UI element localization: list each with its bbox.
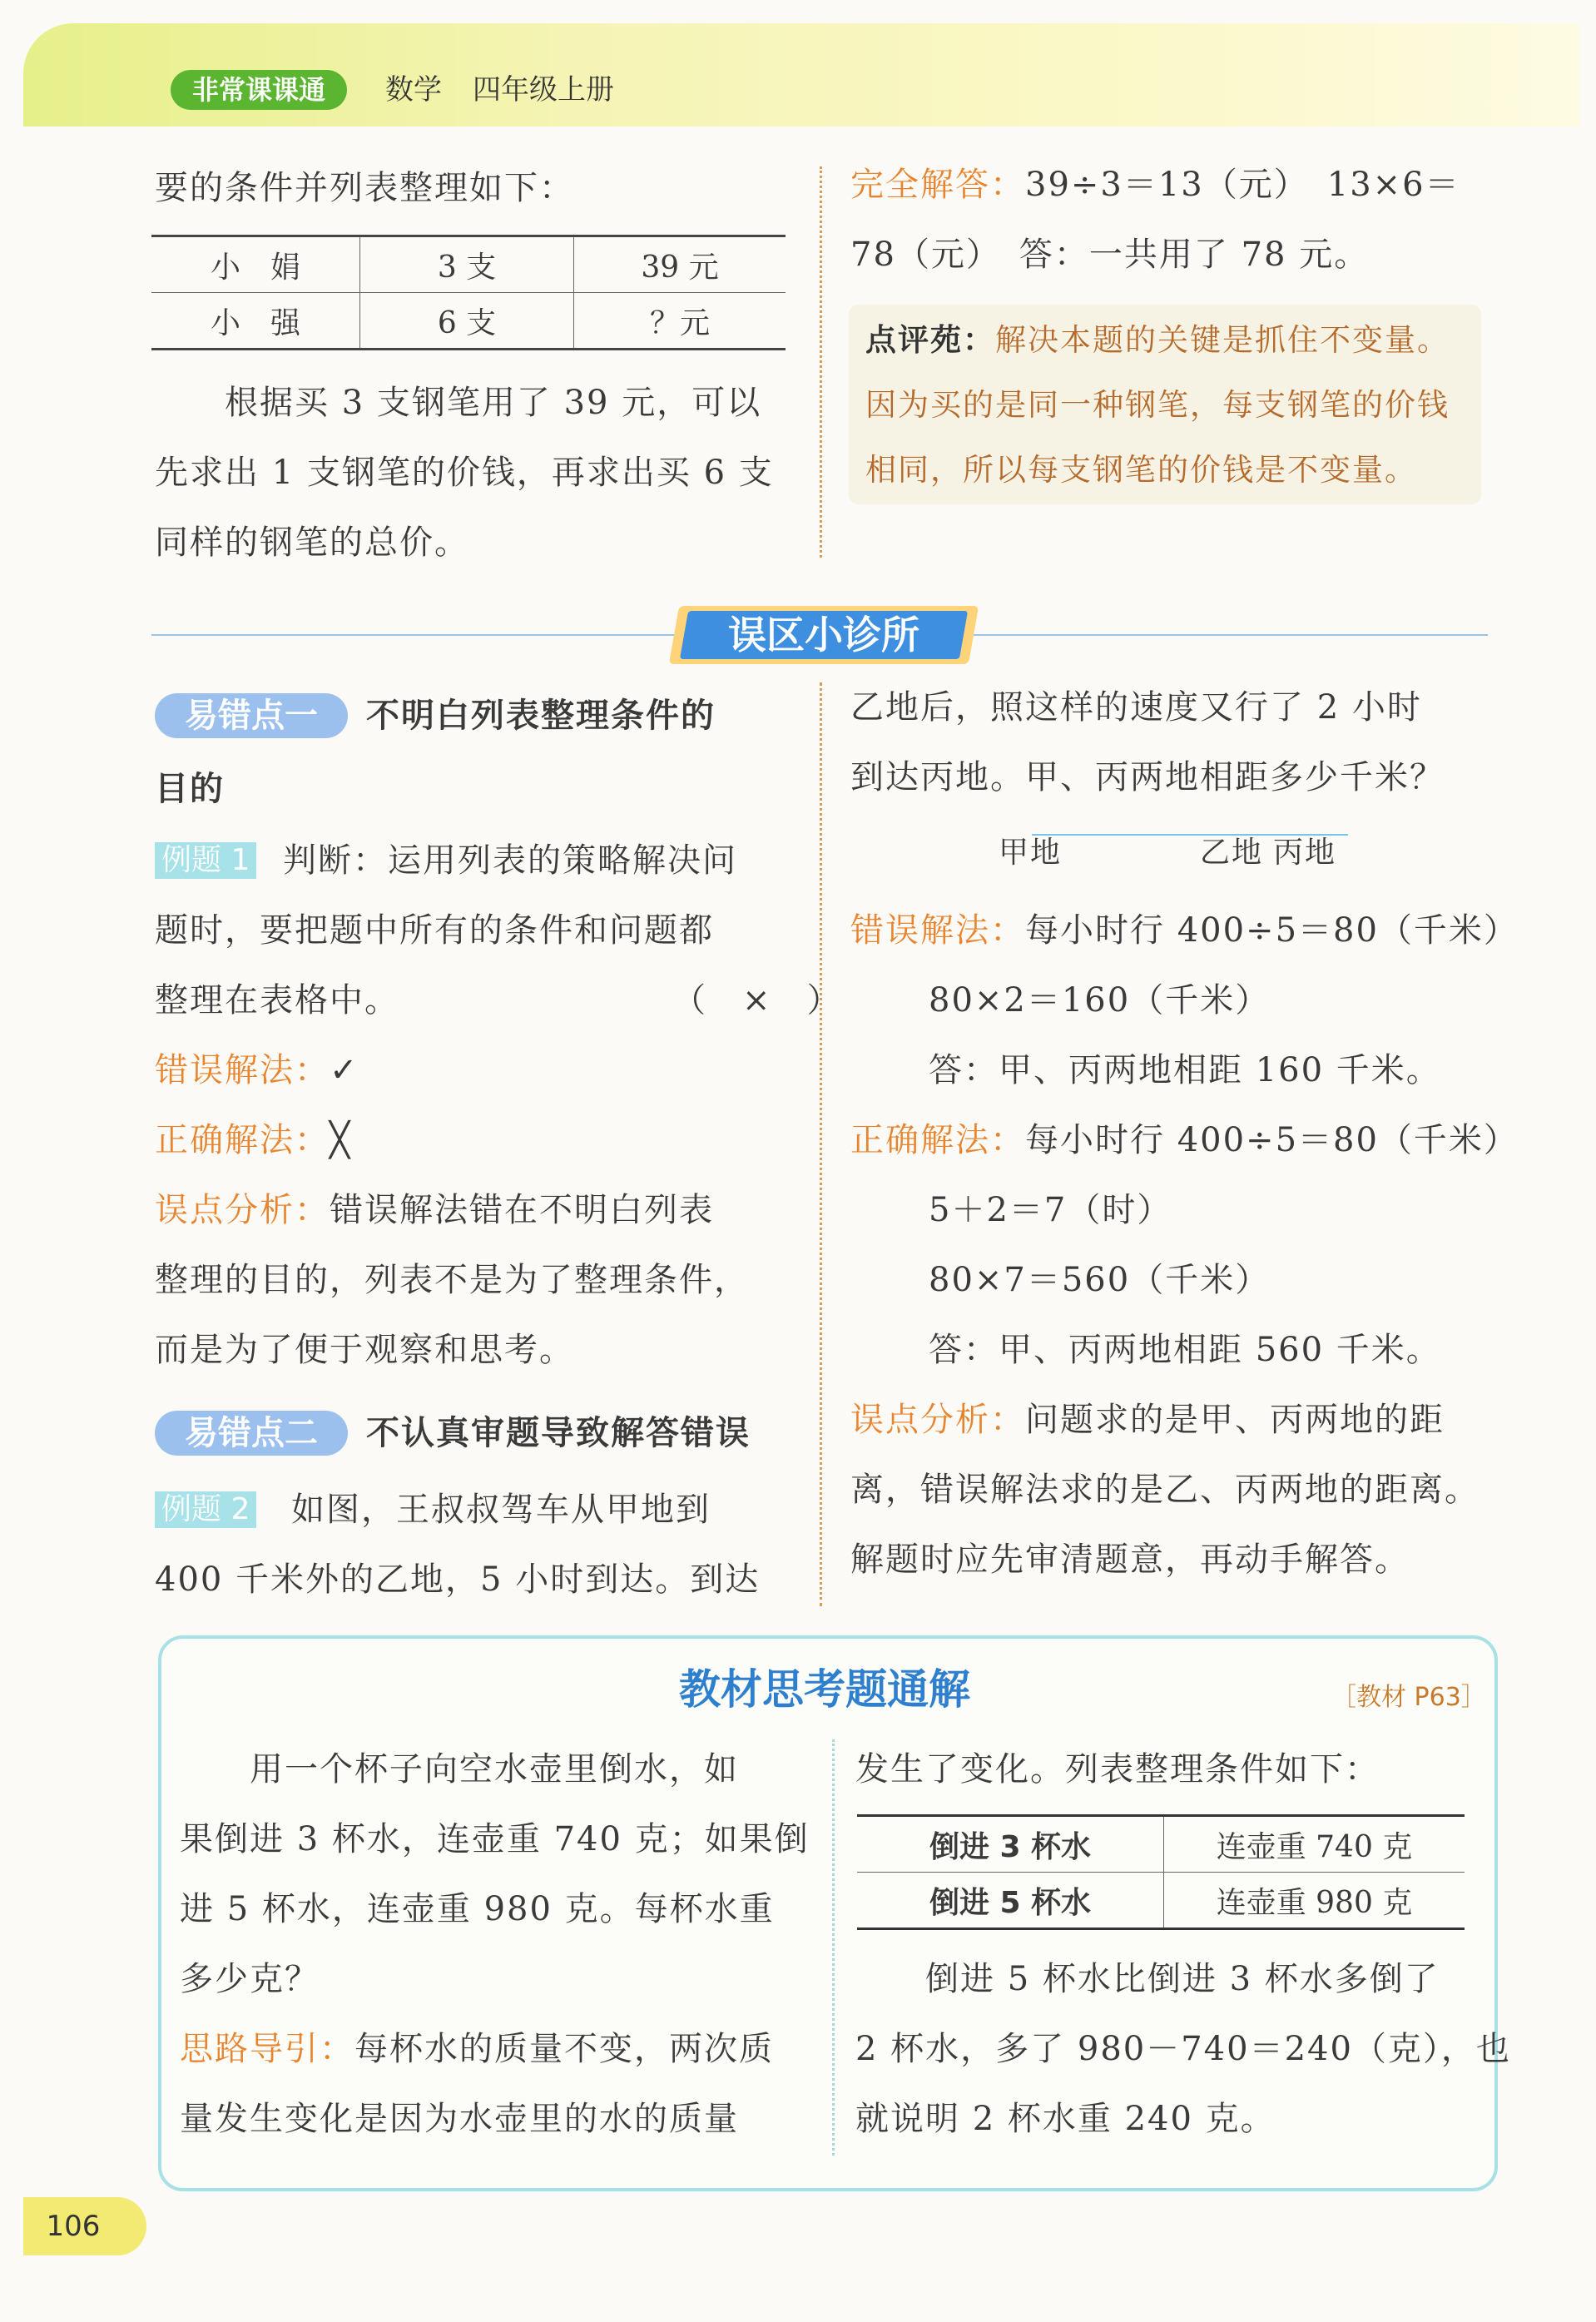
left-top-para-3: 同样的钢笔的总价。 xyxy=(155,523,469,562)
mistake-tag-1: 易错点一 xyxy=(155,693,348,738)
textbook-q-line3: 进 5 杯水，连壶重 980 克。每杯水重 xyxy=(180,1890,775,1928)
column-divider-middle xyxy=(820,682,822,1606)
textbook-r-line2: 倒进 5 杯水比倒进 3 杯水多倒了 xyxy=(855,1960,1440,1998)
check-icon: ✓ xyxy=(330,1051,359,1089)
subject-label: 数学 xyxy=(385,73,442,107)
wrong-label: 错误解法： xyxy=(850,911,1025,950)
pen-table xyxy=(151,235,786,350)
table-cell: 倒进 3 杯水 xyxy=(857,1816,1164,1873)
hint-label: 思路导引： xyxy=(180,2030,354,2068)
mistake2-right-line4: 答：甲、丙两地相距 560 千米。 xyxy=(929,1331,1441,1369)
analysis-label: 误点分析： xyxy=(850,1401,1025,1439)
review-line1 xyxy=(865,308,1450,373)
mistake2-title: 不认真审题导致解答错误 xyxy=(366,1414,751,1452)
table-cell: 39 元 xyxy=(641,250,719,285)
route-point-c: 丙地 xyxy=(1273,836,1337,870)
route-point-b: 乙地 xyxy=(1200,836,1264,870)
column-divider-textbook xyxy=(832,1739,835,2156)
left-top-para-2: 先求出 1 支钢笔的价钱，再求出买 6 支 xyxy=(155,454,774,492)
mistake1-right-line xyxy=(155,1105,351,1175)
review-text-3: 相同，所以每支钢笔的价钱是不变量。 xyxy=(865,452,1417,488)
analysis-text: 错误解法错在不明白列表 xyxy=(330,1191,714,1229)
table-cell: ？元 xyxy=(649,305,710,340)
example1-answer-bracket: （ × ） xyxy=(672,981,842,1020)
review-text-1: 解决本题的关键是抓住不变量。 xyxy=(995,322,1450,358)
cross-icon: ╳ xyxy=(330,1121,352,1159)
mistake2-wrong-line1 xyxy=(850,896,1519,965)
review-label: 点评苑： xyxy=(865,322,995,358)
mistake1-analysis-line2: 整理的目的，列表不是为了整理条件， xyxy=(155,1261,749,1299)
table-cell: 倒进 5 杯水 xyxy=(857,1873,1164,1929)
textbook-r-line4: 就说明 2 杯水重 240 克。 xyxy=(855,2100,1276,2138)
mistake2-right-line2: 5＋2＝7（时） xyxy=(929,1191,1172,1229)
section-title: 误区小诊所 xyxy=(728,613,919,657)
analysis-label: 误点分析： xyxy=(155,1191,330,1229)
mistake2-wrong-line3: 答：甲、丙两地相距 160 千米。 xyxy=(929,1051,1441,1089)
complete-answer-label: 完全解答： xyxy=(850,166,1025,204)
table-cell: 3 支 xyxy=(360,236,574,293)
mistake1-analysis-line3: 而是为了便于观察和思考。 xyxy=(155,1331,574,1369)
textbook-q-line4: 多少克？ xyxy=(180,1960,320,1998)
textbook-q-line1: 用一个杯子向空水壶里倒水，如 xyxy=(180,1750,739,1789)
textbook-hint-line1 xyxy=(180,2014,774,2084)
complete-answer-line2: 78（元） 答：一共用了 78 元。 xyxy=(850,236,1370,274)
mistake1-analysis-line1 xyxy=(155,1175,714,1245)
right-label: 正确解法： xyxy=(850,1121,1025,1159)
example-label-2: 例题 2 xyxy=(155,1491,256,1528)
route-point-a: 甲地 xyxy=(999,836,1063,870)
textbook-r-line1: 发生了变化。列表整理条件如下： xyxy=(855,1750,1380,1789)
mistake2-analysis-line3: 解题时应先审清题意，再动手解答。 xyxy=(850,1541,1410,1579)
mistake2-right-line3: 80×7＝560（千米） xyxy=(929,1261,1271,1299)
mistake1-title-line2: 目的 xyxy=(155,770,225,808)
left-top-line1: 要的条件并列表整理如下： xyxy=(155,169,574,207)
complete-answer-line1 xyxy=(850,150,1460,220)
mistake1-title-line1: 不明白列表整理条件的 xyxy=(366,697,716,735)
example-label-1: 例题 1 xyxy=(155,842,256,879)
analysis-text: 问题求的是甲、丙两地的距 xyxy=(1025,1401,1445,1439)
example2-line3: 乙地后，照这样的速度又行了 2 小时 xyxy=(850,688,1422,727)
table-cell: 连壶重 740 克 xyxy=(1216,1829,1413,1864)
example1-line1: 判断：运用列表的策略解决问 xyxy=(283,841,737,880)
example2-line2: 400 千米外的乙地，5 小时到达。到达 xyxy=(155,1560,761,1599)
water-table xyxy=(857,1814,1465,1930)
review-text-2: 因为买的是同一种钢笔，每支钢笔的价钱 xyxy=(865,387,1450,423)
left-top-para-1: 根据买 3 支钢笔用了 39 元，可以 xyxy=(155,384,762,422)
example2-line4: 到达丙地。甲、丙两地相距多少千米？ xyxy=(850,758,1445,796)
complete-answer-text1: 39÷3＝13（元） 13×6＝ xyxy=(1025,166,1460,204)
mistake-tag-2: 易错点二 xyxy=(155,1411,348,1456)
table-cell: 小 娟 xyxy=(151,236,360,293)
hint-text: 每杯水的质量不变，两次质 xyxy=(354,2030,774,2068)
right-text: 每小时行 400÷5＝80（千米） xyxy=(1025,1121,1519,1159)
right-label: 正确解法： xyxy=(155,1121,330,1159)
textbook-q-line2: 果倒进 3 杯水，连壶重 740 克；如果倒 xyxy=(180,1820,810,1858)
mistake2-analysis-line2: 离，错误解法求的是乙、丙两地的距离。 xyxy=(850,1471,1480,1509)
page-number: 106 xyxy=(46,2210,101,2243)
example2-line1: 如图，王叔叔驾车从甲地到 xyxy=(291,1491,711,1529)
table-cell: 连壶重 980 克 xyxy=(1216,1885,1413,1920)
textbook-ref: ［教材 P63］ xyxy=(1331,1683,1486,1712)
brand-badge: 非常课课通 xyxy=(171,70,347,110)
textbook-title: 教材思考题通解 xyxy=(679,1665,970,1714)
table-cell: 6 支 xyxy=(360,293,574,350)
mistake2-right-line1 xyxy=(850,1105,1519,1175)
grade-label: 四年级上册 xyxy=(473,73,614,107)
textbook-r-line3: 2 杯水，多了 980－740＝240（克），也 xyxy=(855,2030,1511,2068)
example1-line2: 题时，要把题中所有的条件和问题都 xyxy=(155,911,714,950)
table-cell: 小 强 xyxy=(151,293,360,350)
wrong-text: 每小时行 400÷5＝80（千米） xyxy=(1025,911,1519,950)
mistake2-wrong-line2: 80×2＝160（千米） xyxy=(929,981,1271,1020)
mistake2-analysis-line1 xyxy=(850,1385,1445,1455)
wrong-label: 错误解法： xyxy=(155,1051,330,1089)
textbook-hint-line2: 量发生变化是因为水壶里的水的质量 xyxy=(180,2100,739,2138)
column-divider-top xyxy=(820,166,822,558)
example1-line3: 整理在表格中。 xyxy=(155,981,399,1020)
mistake1-wrong-line xyxy=(155,1035,359,1105)
